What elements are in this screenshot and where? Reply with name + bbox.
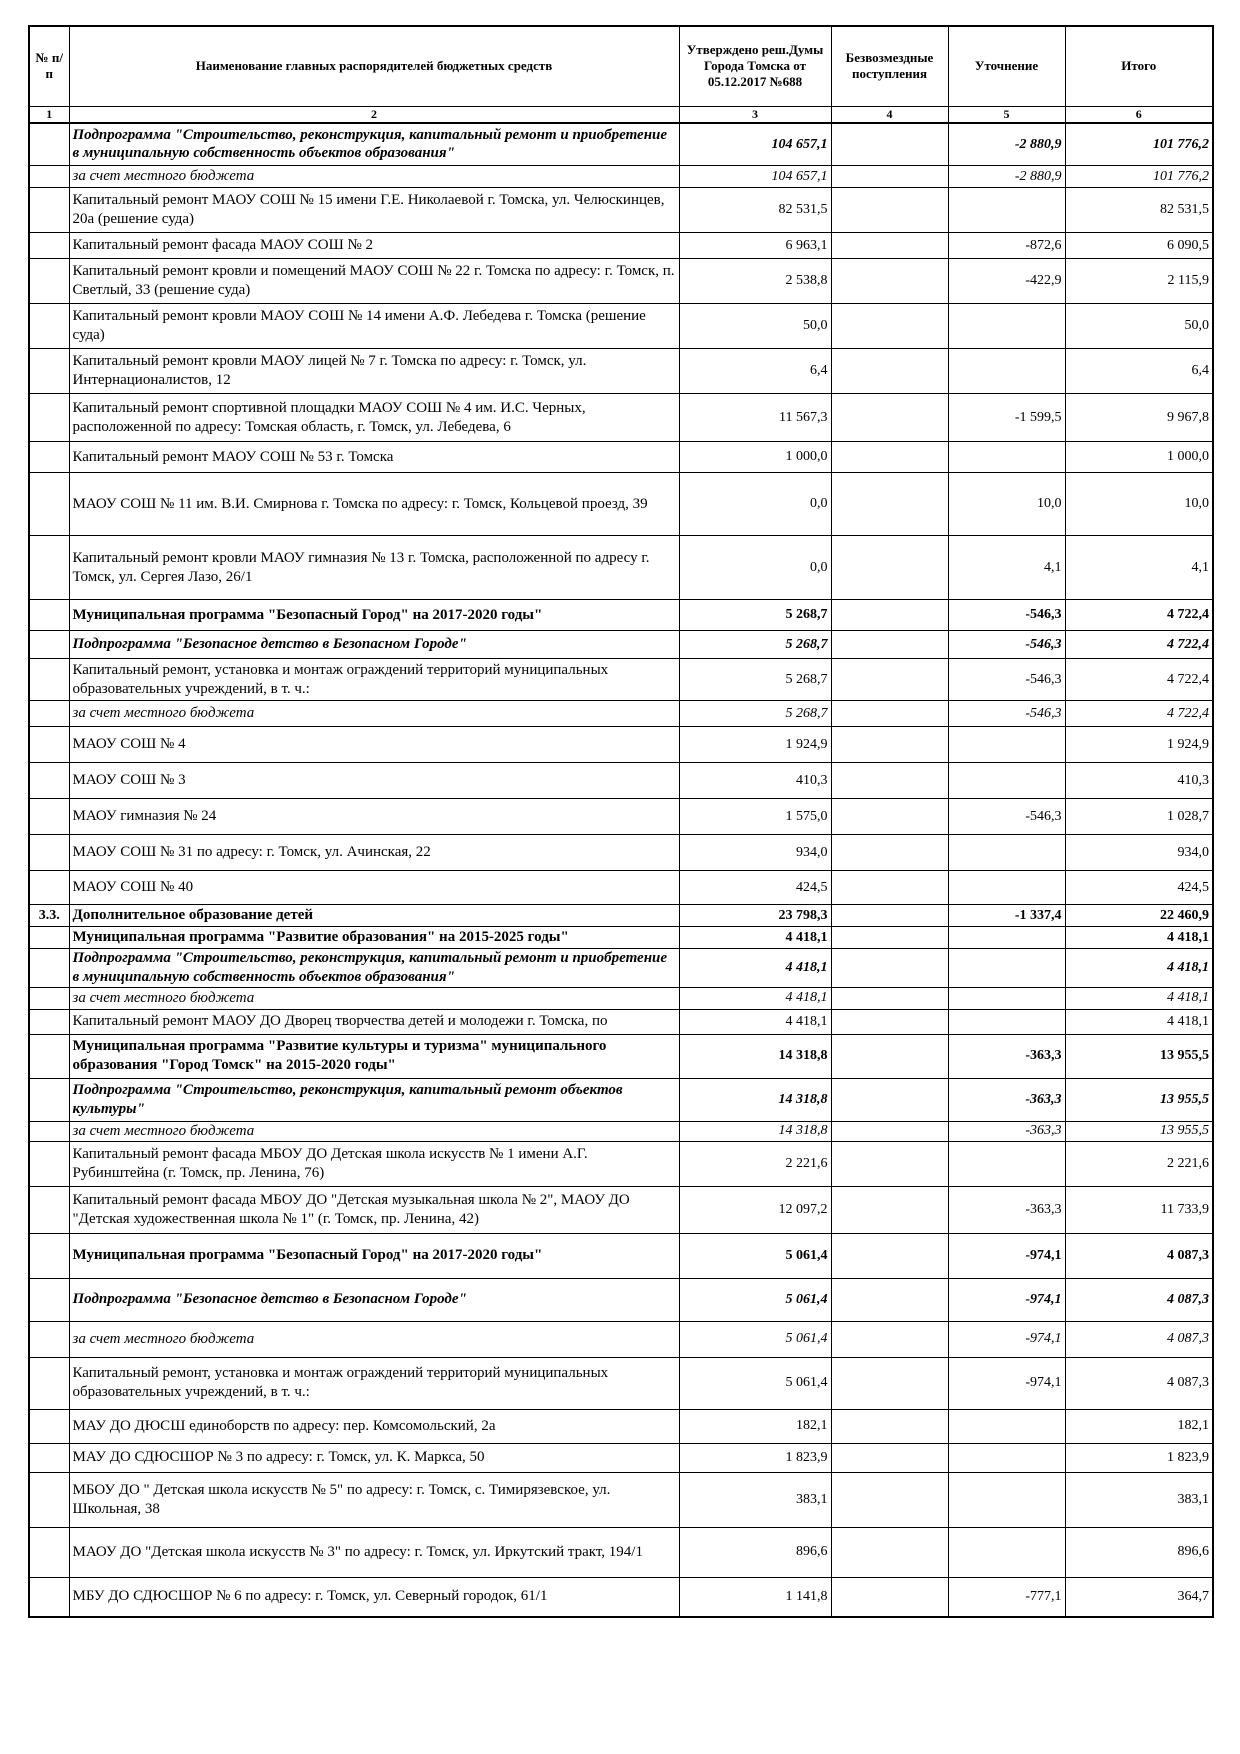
row-number bbox=[29, 166, 69, 188]
row-name: МАОУ ДО "Детская школа искусств № 3" по адресу: г. Томск, ул. Иркутский тракт, 194/1 bbox=[69, 1527, 679, 1577]
row-grants bbox=[831, 763, 948, 799]
row-approved: 5 061,4 bbox=[679, 1357, 831, 1409]
row-approved: 5 268,7 bbox=[679, 631, 831, 659]
row-name: Муниципальная программа "Развитие образования" на 2015-2025 годы" bbox=[69, 927, 679, 949]
header-clarification: Уточнение bbox=[948, 26, 1065, 106]
row-grants bbox=[831, 600, 948, 631]
row-grants bbox=[831, 1186, 948, 1233]
row-name: Капитальный ремонт фасада МБОУ ДО "Детская музыкальная школа № 2", МАОУ ДО "Детская художественная школа № 1" (г. Томск, пр. Ленина, 42) bbox=[69, 1186, 679, 1233]
row-total: 4 722,4 bbox=[1065, 631, 1213, 659]
row-total: 6 090,5 bbox=[1065, 233, 1213, 259]
row-total: 13 955,5 bbox=[1065, 1078, 1213, 1121]
row-number bbox=[29, 871, 69, 905]
row-clarification: -546,3 bbox=[948, 631, 1065, 659]
row-number bbox=[29, 1321, 69, 1357]
row-grants bbox=[831, 259, 948, 304]
table-row bbox=[29, 1443, 1213, 1472]
row-name: Капитальный ремонт фасада МБОУ ДО Детская школа искусств № 1 имени А.Г. Рубинштейна (г. Томск, пр. Ленина, 76) bbox=[69, 1141, 679, 1186]
row-total: 424,5 bbox=[1065, 871, 1213, 905]
header-grants: Безвозмездные поступления bbox=[831, 26, 948, 106]
row-grants bbox=[831, 188, 948, 233]
row-name: за счет местного бюджета bbox=[69, 701, 679, 727]
row-total: 364,7 bbox=[1065, 1577, 1213, 1617]
row-name: МАУ ДО СДЮСШОР № 3 по адресу: г. Томск, ул. К. Маркса, 50 bbox=[69, 1443, 679, 1472]
row-approved: 14 318,8 bbox=[679, 1121, 831, 1141]
row-name: Муниципальная программа "Безопасный Город" на 2017-2020 годы" bbox=[69, 1233, 679, 1278]
row-number bbox=[29, 1472, 69, 1527]
row-approved: 6,4 bbox=[679, 349, 831, 394]
row-clarification: -546,3 bbox=[948, 600, 1065, 631]
column-number: 4 bbox=[831, 106, 948, 123]
table-row bbox=[29, 442, 1213, 473]
row-name: Дополнительное образование детей bbox=[69, 905, 679, 927]
row-total: 11 733,9 bbox=[1065, 1186, 1213, 1233]
row-clarification bbox=[948, 304, 1065, 349]
row-name: за счет местного бюджета bbox=[69, 1121, 679, 1141]
row-total: 6,4 bbox=[1065, 349, 1213, 394]
row-total: 182,1 bbox=[1065, 1409, 1213, 1443]
row-approved: 104 657,1 bbox=[679, 166, 831, 188]
row-number bbox=[29, 1577, 69, 1617]
row-total: 4 418,1 bbox=[1065, 987, 1213, 1009]
row-clarification: -777,1 bbox=[948, 1577, 1065, 1617]
row-number bbox=[29, 1141, 69, 1186]
row-grants bbox=[831, 1409, 948, 1443]
row-grants bbox=[831, 1078, 948, 1121]
row-total: 4 418,1 bbox=[1065, 1009, 1213, 1034]
column-number: 5 bbox=[948, 106, 1065, 123]
row-number bbox=[29, 927, 69, 949]
row-total: 4 087,3 bbox=[1065, 1233, 1213, 1278]
table-row bbox=[29, 259, 1213, 304]
row-number bbox=[29, 1078, 69, 1121]
table-row bbox=[29, 631, 1213, 659]
row-number bbox=[29, 631, 69, 659]
row-name: МАОУ СОШ № 4 bbox=[69, 727, 679, 763]
row-total: 101 776,2 bbox=[1065, 123, 1213, 166]
row-clarification: -974,1 bbox=[948, 1357, 1065, 1409]
row-grants bbox=[831, 631, 948, 659]
row-number bbox=[29, 600, 69, 631]
row-name: за счет местного бюджета bbox=[69, 987, 679, 1009]
row-total: 896,6 bbox=[1065, 1527, 1213, 1577]
header-num: № п/п bbox=[29, 26, 69, 106]
row-grants bbox=[831, 927, 948, 949]
row-number bbox=[29, 1186, 69, 1233]
table-row bbox=[29, 473, 1213, 536]
row-clarification: -422,9 bbox=[948, 259, 1065, 304]
row-clarification bbox=[948, 1443, 1065, 1472]
table-row bbox=[29, 349, 1213, 394]
row-approved: 5 268,7 bbox=[679, 701, 831, 727]
row-approved: 1 823,9 bbox=[679, 1443, 831, 1472]
row-clarification: -2 880,9 bbox=[948, 123, 1065, 166]
row-approved: 104 657,1 bbox=[679, 123, 831, 166]
row-name: Муниципальная программа "Развитие культуры и туризма" муниципального образования "Город Томск" на 2015-2020 годы" bbox=[69, 1034, 679, 1078]
row-approved: 50,0 bbox=[679, 304, 831, 349]
table-row bbox=[29, 1034, 1213, 1078]
row-clarification: -872,6 bbox=[948, 233, 1065, 259]
table-row bbox=[29, 927, 1213, 949]
column-number: 1 bbox=[29, 106, 69, 123]
row-approved: 12 097,2 bbox=[679, 1186, 831, 1233]
row-number bbox=[29, 835, 69, 871]
row-number bbox=[29, 987, 69, 1009]
row-number bbox=[29, 1009, 69, 1034]
row-grants bbox=[831, 871, 948, 905]
row-number bbox=[29, 1527, 69, 1577]
row-grants bbox=[831, 442, 948, 473]
row-number bbox=[29, 1443, 69, 1472]
row-clarification bbox=[948, 871, 1065, 905]
row-total: 4 722,4 bbox=[1065, 659, 1213, 701]
row-number bbox=[29, 1034, 69, 1078]
row-grants bbox=[831, 1443, 948, 1472]
row-grants bbox=[831, 799, 948, 835]
row-clarification bbox=[948, 927, 1065, 949]
row-total: 4 722,4 bbox=[1065, 701, 1213, 727]
row-number bbox=[29, 536, 69, 600]
row-number bbox=[29, 188, 69, 233]
row-number bbox=[29, 349, 69, 394]
row-approved: 4 418,1 bbox=[679, 949, 831, 988]
row-total: 13 955,5 bbox=[1065, 1121, 1213, 1141]
row-approved: 0,0 bbox=[679, 473, 831, 536]
row-clarification bbox=[948, 188, 1065, 233]
row-total: 10,0 bbox=[1065, 473, 1213, 536]
row-clarification: -546,3 bbox=[948, 799, 1065, 835]
table-row bbox=[29, 1121, 1213, 1141]
row-approved: 424,5 bbox=[679, 871, 831, 905]
row-name: Капитальный ремонт кровли и помещений МАОУ СОШ № 22 г. Томска по адресу: г. Томск, п. Светлый, 33 (решение суда) bbox=[69, 259, 679, 304]
row-total: 4 087,3 bbox=[1065, 1321, 1213, 1357]
row-grants bbox=[831, 905, 948, 927]
row-grants bbox=[831, 233, 948, 259]
row-approved: 182,1 bbox=[679, 1409, 831, 1443]
row-approved: 1 575,0 bbox=[679, 799, 831, 835]
row-grants bbox=[831, 166, 948, 188]
row-clarification: -546,3 bbox=[948, 659, 1065, 701]
table-row bbox=[29, 1357, 1213, 1409]
row-name: Капитальный ремонт спортивной площадки МАОУ СОШ № 4 им. И.С. Черных, расположенной по адресу: Томская область, г. Томск, ул. Лебедева, 6 bbox=[69, 394, 679, 442]
row-name: МАУ ДО ДЮСШ единоборств по адресу: пер. Комсомольский, 2а bbox=[69, 1409, 679, 1443]
row-number: 3.3. bbox=[29, 905, 69, 927]
row-total: 383,1 bbox=[1065, 1472, 1213, 1527]
table-row bbox=[29, 1577, 1213, 1617]
row-clarification: -1 599,5 bbox=[948, 394, 1065, 442]
row-clarification: -363,3 bbox=[948, 1034, 1065, 1078]
row-clarification: -546,3 bbox=[948, 701, 1065, 727]
row-number bbox=[29, 304, 69, 349]
row-name: Капитальный ремонт кровли МАОУ СОШ № 14 имени А.Ф. Лебедева г. Томска (решение суда) bbox=[69, 304, 679, 349]
row-number bbox=[29, 1121, 69, 1141]
row-grants bbox=[831, 1472, 948, 1527]
row-approved: 5 061,4 bbox=[679, 1321, 831, 1357]
row-total: 101 776,2 bbox=[1065, 166, 1213, 188]
row-number bbox=[29, 394, 69, 442]
table-row bbox=[29, 536, 1213, 600]
row-name: Подпрограмма "Безопасное детство в Безопасном Городе" bbox=[69, 631, 679, 659]
row-grants bbox=[831, 1233, 948, 1278]
row-number bbox=[29, 233, 69, 259]
row-total: 4,1 bbox=[1065, 536, 1213, 600]
row-number bbox=[29, 701, 69, 727]
row-name: Капитальный ремонт кровли МАОУ гимназия № 13 г. Томска, расположенной по адресу г. Томск, ул. Сергея Лазо, 26/1 bbox=[69, 536, 679, 600]
row-total: 934,0 bbox=[1065, 835, 1213, 871]
row-number bbox=[29, 1278, 69, 1321]
table-row bbox=[29, 166, 1213, 188]
row-total: 4 418,1 bbox=[1065, 949, 1213, 988]
table-row bbox=[29, 1141, 1213, 1186]
row-clarification bbox=[948, 1141, 1065, 1186]
row-clarification: -1 337,4 bbox=[948, 905, 1065, 927]
row-clarification: 4,1 bbox=[948, 536, 1065, 600]
table-row bbox=[29, 727, 1213, 763]
column-number: 3 bbox=[679, 106, 831, 123]
row-approved: 410,3 bbox=[679, 763, 831, 799]
row-total: 1 000,0 bbox=[1065, 442, 1213, 473]
table-row bbox=[29, 871, 1213, 905]
table-row bbox=[29, 123, 1213, 166]
row-clarification bbox=[948, 1009, 1065, 1034]
row-clarification bbox=[948, 763, 1065, 799]
row-name: Капитальный ремонт МАОУ СОШ № 53 г. Томска bbox=[69, 442, 679, 473]
table-row bbox=[29, 701, 1213, 727]
table-row bbox=[29, 763, 1213, 799]
row-grants bbox=[831, 536, 948, 600]
table-row bbox=[29, 1527, 1213, 1577]
row-name: за счет местного бюджета bbox=[69, 1321, 679, 1357]
row-clarification bbox=[948, 835, 1065, 871]
table-row bbox=[29, 1009, 1213, 1034]
row-grants bbox=[831, 1577, 948, 1617]
row-approved: 5 061,4 bbox=[679, 1233, 831, 1278]
row-grants bbox=[831, 1034, 948, 1078]
row-approved: 5 268,7 bbox=[679, 600, 831, 631]
row-grants bbox=[831, 987, 948, 1009]
table-row bbox=[29, 799, 1213, 835]
row-name: Капитальный ремонт фасада МАОУ СОШ № 2 bbox=[69, 233, 679, 259]
row-approved: 4 418,1 bbox=[679, 987, 831, 1009]
row-name: Капитальный ремонт МАОУ СОШ № 15 имени Г.Е. Николаевой г. Томска, ул. Челюскинцев, 20а (решение суда) bbox=[69, 188, 679, 233]
row-grants bbox=[831, 727, 948, 763]
row-clarification bbox=[948, 349, 1065, 394]
row-name: Подпрограмма "Строительство, реконструкция, капитальный ремонт и приобретение в муниципальную собственность объектов образования" bbox=[69, 949, 679, 988]
row-name: МАОУ СОШ № 40 bbox=[69, 871, 679, 905]
row-name: МБОУ ДО " Детская школа искусств № 5" по адресу: г. Томск, с. Тимирязевское, ул. Школьная, 38 bbox=[69, 1472, 679, 1527]
row-grants bbox=[831, 949, 948, 988]
row-number bbox=[29, 442, 69, 473]
row-number bbox=[29, 763, 69, 799]
row-name: Капитальный ремонт кровли МАОУ лицей № 7 г. Томска по адресу: г. Томск, ул. Интернационалистов, 12 bbox=[69, 349, 679, 394]
row-grants bbox=[831, 349, 948, 394]
row-grants bbox=[831, 1009, 948, 1034]
row-clarification bbox=[948, 727, 1065, 763]
row-number bbox=[29, 259, 69, 304]
row-total: 22 460,9 bbox=[1065, 905, 1213, 927]
row-clarification: 10,0 bbox=[948, 473, 1065, 536]
row-number bbox=[29, 727, 69, 763]
row-approved: 11 567,3 bbox=[679, 394, 831, 442]
row-approved: 2 538,8 bbox=[679, 259, 831, 304]
row-total: 410,3 bbox=[1065, 763, 1213, 799]
row-clarification: -974,1 bbox=[948, 1278, 1065, 1321]
row-approved: 14 318,8 bbox=[679, 1078, 831, 1121]
row-name: Муниципальная программа "Безопасный Город" на 2017-2020 годы" bbox=[69, 600, 679, 631]
row-name: МАОУ гимназия № 24 bbox=[69, 799, 679, 835]
table-row bbox=[29, 600, 1213, 631]
row-total: 2 221,6 bbox=[1065, 1141, 1213, 1186]
row-total: 13 955,5 bbox=[1065, 1034, 1213, 1078]
row-name: МБУ ДО СДЮСШОР № 6 по адресу: г. Томск, ул. Северный городок, 61/1 bbox=[69, 1577, 679, 1617]
row-clarification bbox=[948, 949, 1065, 988]
row-total: 4 722,4 bbox=[1065, 600, 1213, 631]
row-clarification bbox=[948, 1527, 1065, 1577]
table-row bbox=[29, 1078, 1213, 1121]
table-row bbox=[29, 1186, 1213, 1233]
row-approved: 1 141,8 bbox=[679, 1577, 831, 1617]
table-row bbox=[29, 304, 1213, 349]
table-row bbox=[29, 1233, 1213, 1278]
row-grants bbox=[831, 1321, 948, 1357]
header-approved: Утверждено реш.Думы Города Томска от 05.12.2017 №688 bbox=[679, 26, 831, 106]
row-number bbox=[29, 1357, 69, 1409]
row-name: МАОУ СОШ № 31 по адресу: г. Томск, ул. Ачинская, 22 bbox=[69, 835, 679, 871]
row-approved: 2 221,6 bbox=[679, 1141, 831, 1186]
row-clarification bbox=[948, 1472, 1065, 1527]
row-name: Подпрограмма "Строительство, реконструкция, капитальный ремонт объектов культуры" bbox=[69, 1078, 679, 1121]
row-clarification: -974,1 bbox=[948, 1321, 1065, 1357]
row-name: МАОУ СОШ № 11 им. В.И. Смирнова г. Томска по адресу: г. Томск, Кольцевой проезд, 39 bbox=[69, 473, 679, 536]
row-number bbox=[29, 1409, 69, 1443]
row-grants bbox=[831, 304, 948, 349]
row-name: Капитальный ремонт, установка и монтаж ограждений территорий муниципальных образовательных учреждений, в т. ч.: bbox=[69, 659, 679, 701]
row-total: 1 823,9 bbox=[1065, 1443, 1213, 1472]
table-row bbox=[29, 1409, 1213, 1443]
table-row bbox=[29, 233, 1213, 259]
row-total: 82 531,5 bbox=[1065, 188, 1213, 233]
row-grants bbox=[831, 1357, 948, 1409]
row-total: 1 028,7 bbox=[1065, 799, 1213, 835]
row-approved: 23 798,3 bbox=[679, 905, 831, 927]
table-row bbox=[29, 1321, 1213, 1357]
row-approved: 4 418,1 bbox=[679, 927, 831, 949]
row-name: Капитальный ремонт МАОУ ДО Дворец творчества детей и молодежи г. Томска, по bbox=[69, 1009, 679, 1034]
budget-table bbox=[28, 25, 1214, 1618]
row-total: 4 087,3 bbox=[1065, 1357, 1213, 1409]
row-approved: 6 963,1 bbox=[679, 233, 831, 259]
row-grants bbox=[831, 659, 948, 701]
row-name: Подпрограмма "Безопасное детство в Безопасном Городе" bbox=[69, 1278, 679, 1321]
row-grants bbox=[831, 1141, 948, 1186]
row-number bbox=[29, 799, 69, 835]
row-name: Подпрограмма "Строительство, реконструкция, капитальный ремонт и приобретение в муниципальную собственность объектов образования" bbox=[69, 123, 679, 166]
row-name: за счет местного бюджета bbox=[69, 166, 679, 188]
row-total: 9 967,8 bbox=[1065, 394, 1213, 442]
row-grants bbox=[831, 473, 948, 536]
row-total: 1 924,9 bbox=[1065, 727, 1213, 763]
row-total: 2 115,9 bbox=[1065, 259, 1213, 304]
row-approved: 934,0 bbox=[679, 835, 831, 871]
table-row bbox=[29, 949, 1213, 988]
table-row bbox=[29, 905, 1213, 927]
row-name: МАОУ СОШ № 3 bbox=[69, 763, 679, 799]
row-grants bbox=[831, 123, 948, 166]
header-name: Наименование главных распорядителей бюджетных средств bbox=[69, 26, 679, 106]
row-number bbox=[29, 473, 69, 536]
row-clarification bbox=[948, 442, 1065, 473]
row-name: Капитальный ремонт, установка и монтаж ограждений территорий муниципальных образовательных учреждений, в т. ч.: bbox=[69, 1357, 679, 1409]
row-approved: 1 000,0 bbox=[679, 442, 831, 473]
row-number bbox=[29, 659, 69, 701]
row-clarification: -974,1 bbox=[948, 1233, 1065, 1278]
row-total: 4 418,1 bbox=[1065, 927, 1213, 949]
row-grants bbox=[831, 1278, 948, 1321]
row-approved: 5 061,4 bbox=[679, 1278, 831, 1321]
row-grants bbox=[831, 701, 948, 727]
row-grants bbox=[831, 1527, 948, 1577]
row-total: 50,0 bbox=[1065, 304, 1213, 349]
row-approved: 383,1 bbox=[679, 1472, 831, 1527]
row-clarification: -2 880,9 bbox=[948, 166, 1065, 188]
row-approved: 4 418,1 bbox=[679, 1009, 831, 1034]
row-total: 4 087,3 bbox=[1065, 1278, 1213, 1321]
column-number: 2 bbox=[69, 106, 679, 123]
row-approved: 896,6 bbox=[679, 1527, 831, 1577]
row-number bbox=[29, 949, 69, 988]
table-row bbox=[29, 1472, 1213, 1527]
row-grants bbox=[831, 394, 948, 442]
row-approved: 14 318,8 bbox=[679, 1034, 831, 1078]
row-approved: 5 268,7 bbox=[679, 659, 831, 701]
row-clarification: -363,3 bbox=[948, 1078, 1065, 1121]
column-number: 6 bbox=[1065, 106, 1213, 123]
row-approved: 1 924,9 bbox=[679, 727, 831, 763]
row-number bbox=[29, 123, 69, 166]
table-row bbox=[29, 659, 1213, 701]
row-clarification: -363,3 bbox=[948, 1186, 1065, 1233]
row-clarification bbox=[948, 1409, 1065, 1443]
table-row bbox=[29, 188, 1213, 233]
table-row bbox=[29, 394, 1213, 442]
row-number bbox=[29, 1233, 69, 1278]
row-approved: 0,0 bbox=[679, 536, 831, 600]
row-clarification bbox=[948, 987, 1065, 1009]
row-clarification: -363,3 bbox=[948, 1121, 1065, 1141]
row-grants bbox=[831, 835, 948, 871]
table-row bbox=[29, 835, 1213, 871]
header-total: Итого bbox=[1065, 26, 1213, 106]
row-grants bbox=[831, 1121, 948, 1141]
table-row bbox=[29, 987, 1213, 1009]
row-approved: 82 531,5 bbox=[679, 188, 831, 233]
table-row bbox=[29, 1278, 1213, 1321]
